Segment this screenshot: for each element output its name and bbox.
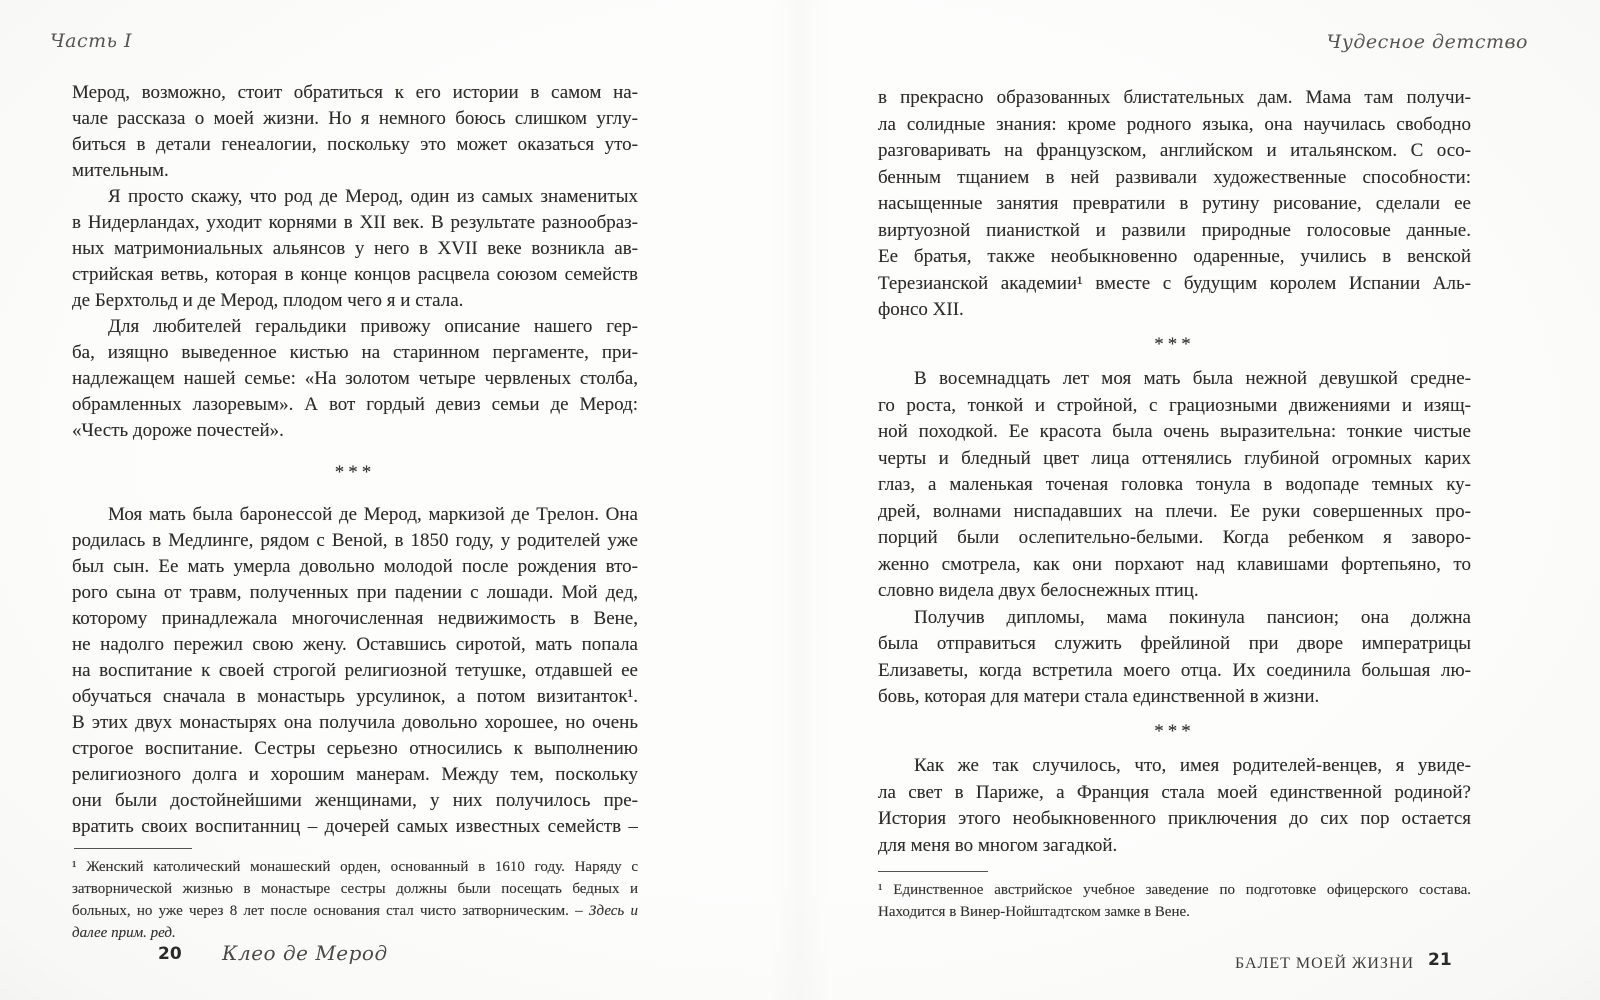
- footnote-line: Находится в Винер-Нойштадтском замке в Вене.: [878, 904, 1190, 920]
- running-title-left: Клео де Мерод: [222, 941, 388, 965]
- text-line: словно видела двух белоснежных птиц.: [878, 580, 1199, 601]
- text-line: они были достойнейшими женщинами, у них получилось пре-: [72, 790, 638, 811]
- text-line: строгое воспитание. Сестры серьезно относились к выполнению: [72, 738, 638, 759]
- running-head-right: Чудесное детство: [1326, 31, 1528, 53]
- running-head-left: Часть I: [50, 30, 133, 52]
- text-line: дрей, волнами ниспадавших на плечи. Ее руки совершенных про-: [878, 500, 1471, 522]
- page-gutter: [770, 0, 830, 1000]
- text-line: на воспитание к своей строгой религиозной тетушке, отдавшей ее: [72, 660, 638, 681]
- text-line: Терезианской академии¹ вместе с будущим королем Испании Аль-: [878, 272, 1471, 294]
- paragraph: [72, 184, 638, 314]
- paragraph: [878, 366, 1471, 605]
- text-line: разговаривать на французском, английском и итальянском. С осо-: [878, 140, 1471, 161]
- paragraph: [878, 753, 1471, 859]
- text-line: Елизаветы, когда встретила моего отца. Их соединила большая лю-: [878, 659, 1471, 681]
- text-line: бенным тщанием в ней развивали художественные способности:: [878, 166, 1471, 188]
- left-page-text-column: [72, 80, 638, 944]
- text-line: В этих двух монастырях она получила довольно хорошее, но очень: [72, 712, 638, 733]
- text-line: мительным.: [72, 160, 169, 181]
- footnote-rule-left: [74, 848, 192, 849]
- text-line: биться в детали генеалогии, поскольку это может оказаться уто-: [72, 134, 638, 155]
- text-line: ла солидные знания: кроме родного языка, она научилась свободно: [878, 113, 1471, 135]
- text-line: вратить своих воспитанниц – дочерей самых известных семейств –: [72, 816, 638, 837]
- text-line: «Честь дороже почестей».: [72, 420, 284, 441]
- left-page-body: [72, 80, 638, 840]
- section-separator: ***: [334, 462, 376, 483]
- text-line: насыщенные занятия превратили в рутину рисование, сделали ее: [878, 193, 1471, 214]
- text-line: Моя мать была баронессой де Мерод, маркизой де Трелон. Она: [108, 504, 638, 525]
- text-line: ных матримониальных альянсов у него в XVII веке возникла ав-: [72, 238, 638, 259]
- text-line: обрамленных лазоревым». А вот гордый девиз семьи де Мерод:: [72, 394, 638, 415]
- text-line: виртуозной пианисткой и развили природные голосовые данные.: [878, 219, 1471, 241]
- text-line: История этого необыкновенного приключения до сих пор остается: [878, 808, 1471, 829]
- text-line: глаз, а маленькая точеная головка тонула в водопаде темных ку-: [878, 474, 1471, 495]
- text-line: женно смотрела, как они порхают над клавишами фортепьяно, то: [878, 553, 1471, 575]
- text-line: го роста, тонкой и стройной, с грациозными движениями и изящ-: [878, 394, 1471, 416]
- right-page-body: [878, 85, 1471, 859]
- text-line: был сын. Ее мать умерла довольно молодой после рождения вто-: [72, 556, 638, 577]
- footnote-rule-right: [878, 871, 988, 872]
- footnote-line: затворнической жизнью в монастыре сестры должны были посещать бедных и: [72, 881, 638, 897]
- text-line: в Нидерландах, уходит корнями в XII век. В результате разнообраз-: [72, 212, 638, 233]
- text-line: для меня во многом загадкой.: [878, 834, 1118, 856]
- text-line: Для любителей геральдики привожу описание нашего гер-: [108, 316, 638, 337]
- footnote-line: больных, но уже через 8 лет после основания стал чисто затворническим. – Здесь и: [72, 903, 638, 919]
- text-line: в прекрасно образованных блистательных дам. Мама там получи-: [878, 87, 1471, 108]
- text-line: была отправиться служить фрейлиной при дворе императрицы: [878, 633, 1471, 654]
- text-line: рого сына от травм, полученных при падении с лошади. Мой дед,: [72, 582, 638, 603]
- text-line: обучаться сначала в монастырь урсулинок, а потом визитанток¹.: [72, 686, 638, 707]
- paragraph: [72, 314, 638, 444]
- text-line: бовь, которая для матери стала единственной в жизни.: [878, 686, 1320, 707]
- paragraph: [878, 605, 1471, 711]
- text-line: родилась в Медлинге, рядом с Веной, в 1850 году, у родителей уже: [72, 530, 638, 551]
- left-page-footnote: [72, 856, 638, 944]
- text-line: чале рассказа о моей жизни. Но я немного боюсь слишком углу-: [72, 108, 638, 129]
- text-line: стрийская ветвь, которая в конце концов расцвела союзом семейств: [72, 264, 638, 285]
- text-line: де Берхтольд и де Мерод, плодом чего я и стала.: [72, 290, 464, 311]
- text-line: Я просто скажу, что род де Мерод, один из самых знаменитых: [108, 186, 638, 207]
- page-number-right: 21: [1428, 950, 1452, 970]
- text-line: ба, изящно выведенное кистью на старинном пергаменте, при-: [72, 342, 638, 363]
- footnote-line: далее прим. ред.: [72, 925, 176, 941]
- running-title-right: БАЛЕТ МОЕЙ ЖИЗНИ: [1235, 955, 1415, 972]
- text-line: В восемнадцать лет моя мать была нежной девушкой средне-: [914, 368, 1471, 389]
- right-page-footnote: [878, 879, 1471, 923]
- text-line: Ее братья, также необыкновенно одаренные, учились в венской: [878, 246, 1471, 267]
- paragraph: [878, 85, 1471, 324]
- paragraph: [72, 502, 638, 840]
- text-line: Как же так случилось, что, имея родителей-венцев, я увиде-: [914, 755, 1471, 776]
- footnote-line: ¹ Женский католический монашеский орден, основанный в 1610 году. Наряду с: [72, 859, 638, 875]
- text-line: которому принадлежала многочисленная недвижимость в Вене,: [72, 608, 638, 629]
- text-line: Мерод, возможно, стоит обратиться к его истории в самом на-: [72, 82, 638, 103]
- text-line: ла свет в Париже, а Франция стала моей единственной родиной?: [878, 781, 1471, 803]
- text-line: ной походкой. Ее красота была очень выразительна: тонкие чистые: [878, 421, 1471, 442]
- footnote-line: ¹ Единственное австрийское учебное заведение по подготовке офицерского состава.: [878, 882, 1471, 898]
- section-separator: ***: [1154, 333, 1195, 355]
- page-number-left: 20: [158, 944, 182, 964]
- text-line: Получив дипломы, мама покинула пансион; она должна: [914, 606, 1471, 628]
- text-line: религиозного долга и хорошим манерам. Между тем, поскольку: [72, 764, 638, 785]
- right-page-text-column: [878, 85, 1471, 923]
- text-line: черты и бледный цвет лица оттенялись глубиной огромных карих: [878, 447, 1471, 469]
- text-line: порций были ослепительно-белыми. Когда ребенком я заворо-: [878, 527, 1471, 548]
- text-line: фонсо XII.: [878, 299, 964, 320]
- paragraph: [72, 80, 638, 184]
- section-separator: ***: [1154, 720, 1195, 742]
- text-line: не надолго пережил свою жену. Оставшись сиротой, мать попала: [72, 634, 638, 655]
- text-line: надлежащем нашей семье: «На золотом четыре червленых столба,: [72, 368, 638, 389]
